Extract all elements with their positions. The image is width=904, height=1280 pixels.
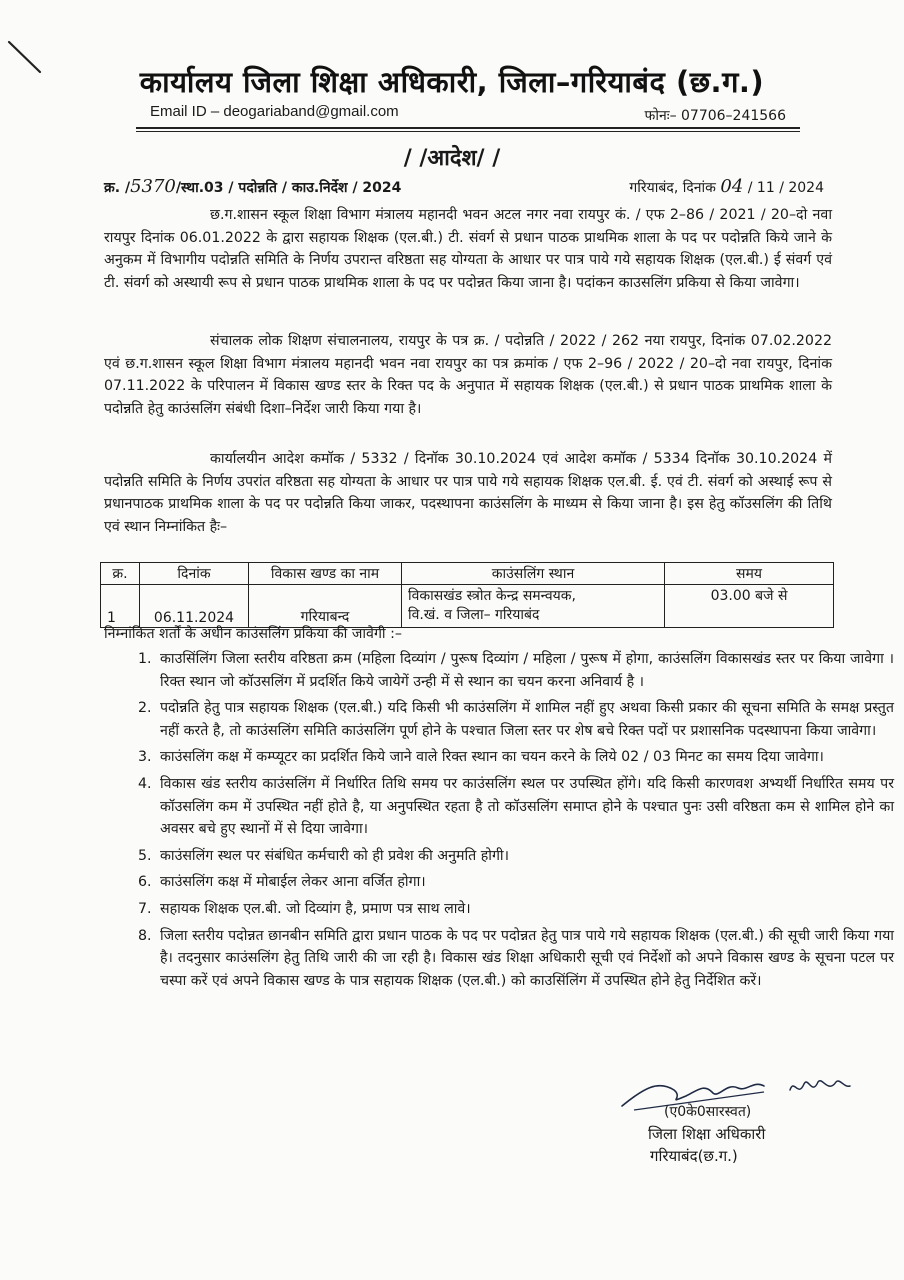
ref-number-handwritten: 5370: [130, 176, 176, 197]
col-header-block: विकास खण्ड का नाम: [249, 563, 402, 585]
header-rule-thin: [136, 131, 800, 132]
order-title: / /आदेश/ /: [403, 146, 501, 171]
venue-line-2: वि.खं. व जिला– गरियाबंद: [408, 607, 540, 623]
table-row: [101, 585, 834, 628]
signatory-designation: जिला शिक्षा अधिकारी: [648, 1125, 766, 1143]
paragraph-2: संचालक लोक शिक्षण संचालनालय, रायपुर के पत्र क्र. / पदोन्नति / 2022 / 262 नया रायपुर, दिनांक 07.02.2022 एवं छ.ग.शासन स्कूल शिक्षा विभाग मंत्रालय महानदी भवन नवा रायपुर का पत्र क्रमांक / एफ 2–96 / 2022 / 20–दो नवा रायपुर, दिनांक 07.11.2022 के परिपालन में विकास खण्ड स्तर के रिक्त पद के अनुपात में सहायक शिक्षक (एल.बी.) से प्रधान पाठक प्राथमिक शाला के पदोन्नति हेतु काउंसलिंग संबंधी दिशा–निर्देश जारी किया गया है।: [104, 333, 832, 417]
office-title: कार्यालय जिला शिक्षा अधिकारी, जिला–गरियाबंद (छ.ग.): [139, 65, 765, 99]
list-item: 3. काउंसलिंग कक्ष में कम्प्यूटर का प्रदर्शित किये जाने वाले रिक्त स्थान का चयन करने के लिये 02 / 03 मिनट का समय दिया जावेगा।: [156, 746, 894, 769]
cell-venue: [402, 585, 665, 628]
signatory-name: (ए0के0सारस्वत): [664, 1104, 752, 1120]
date-prefix: गरियाबंद, दिनांक: [629, 180, 716, 196]
counselling-schedule-table: [100, 562, 834, 628]
paragraph-3: कार्यालयीन आदेश कमॉक / 5332 / दिनॉक 30.10.2024 एवं आदेश कमॉक / 5334 दिनॉक 30.10.2024 में पदोन्नति समिति के निर्णय उपरांत वरिष्ठता सह योग्यता के आधार पर पात्र पाये गये सहायक शिक्षक एल.बी. ई. एवं टी. संवर्ग को अस्थाई रूप से प्रधानपाठक प्राथमिक शाला के पद पर पदोन्नति किया जाकर, पदस्थापना काउंसलिंग के माध्यम से किया जाना है। इस हेतु कॉउसलिंग की तिथि एवं स्थान निम्नांकित हैः–: [104, 451, 832, 535]
list-item: 4. विकास खंड स्तरीय काउंसलिंग में निर्धारित तिथि समय पर काउंसलिंग स्थल पर उपस्थित होंगे। यदि किसी कारणवश अभ्यर्थी निर्धारित समय पर कॉउसलिंग कम में उपस्थित नहीं होते है, या अनुपस्थित रहता है तो कॉउसलिंग समाप्त होने के पश्चात पुनः उसी वरिष्ठता कम से शामिल होने का अवसर बचे हुए स्थानों में से दिया जावेगा।: [156, 773, 894, 841]
office-phone: फोनः– 07706–241566: [644, 108, 786, 124]
ref-suffix: /स्था.03 / पदोन्नति / काउ.निर्देश / 2024: [175, 180, 402, 196]
date-day-handwritten: 04: [720, 176, 744, 197]
list-item: 7. सहायक शिक्षक एल.बी. जो दिव्यांग है, प्रमाण पत्र साथ लावे।: [156, 898, 894, 921]
cell-sno: 1: [101, 585, 140, 628]
order-date: [629, 176, 824, 197]
date-suffix: / 11 / 2024: [747, 180, 824, 196]
office-email: Email ID – deogariaband@gmail.com: [150, 103, 399, 120]
cell-block: गरियाबन्द: [249, 585, 402, 628]
conditions-intro: निम्नांकित शर्तो के अधीन काउंसलिंग प्रकिया की जावेगी :–: [104, 626, 402, 642]
col-header-venue: काउंसलिंग स्थान: [402, 563, 665, 585]
list-item: 1. काउसिंलिंग जिला स्तरीय वरिष्ठता क्रम (महिला दिव्यांग / पुरूष दिव्यांग / महिला / पुरूष में होगा, काउंसलिंग विकासखंड स्तर पर किया जावेगा । रिक्त स्थान जो कॉउसलिंग में प्रदर्शित किये जायेगें उन्ही में से स्थान का चयन करना अनिवार्य है ।: [156, 648, 894, 693]
ref-prefix: क्र. /: [104, 180, 131, 196]
list-item: 2. पदोन्नति हेतु पात्र सहायक शिक्षक (एल.बी.) यदि किसी भी काउंसलिंग में शामिल नहीं हुए अथवा किसी प्रकार की सूचना समिति के समक्ष प्रस्तुत नहीं करते है, तो काउंसलिंग समिति काउंसलिंग पूर्ण होने के पश्चात जिला स्तर पर शेष बचे रिक्त पदों पर प्रशासनिक पदस्थापना किया जावेगा।: [156, 697, 894, 742]
col-header-time: समय: [665, 563, 834, 585]
list-item: 5. काउंसलिंग स्थल पर संबंधित कर्मचारी को ही प्रवेश की अनुमति होगी।: [156, 845, 894, 868]
cell-time: 03.00 बजे से: [665, 585, 834, 628]
paragraph-1: छ.ग.शासन स्कूल शिक्षा विभाग मंत्रालय महानदी भवन अटल नगर नवा रायपुर कं. / एफ 2–86 / 2021 / 20–दो नवा रायपुर दिनांक 06.01.2022 के द्वारा सहायक शिक्षक (एल.बी.) टी. संवर्ग से प्रधान पाठक प्राथमिक शाला के पद पर पदोन्नति किये जाने के अनुकम में विभागीय पदोन्नति समिति के निर्णय उपरान्त वरिष्ठता सह योग्यता के आधार पर पात्र पाये गये सहायक शिक्षक (एल.बी.) ई संवर्ग एवं टी. संवर्ग को अस्थायी रूप से प्रधान पाठक प्राथमिक शाला के पद पर पदोन्नत किया जाना है। पदांकन काउसलिंग प्रकिया से किया जावेगा।: [104, 207, 832, 291]
list-item: 6. काउंसलिंग कक्ष में मोबाईल लेकर आना वर्जित होगा।: [156, 871, 894, 894]
cell-date: 06.11.2024: [140, 585, 249, 628]
venue-line-1: विकासखंड स्त्रोत केन्द्र समन्वयक,: [408, 588, 576, 604]
col-header-date: दिनांक: [140, 563, 249, 585]
reference-number: [104, 176, 401, 197]
conditions-list: [100, 648, 894, 996]
col-header-sno: क्र.: [101, 563, 140, 585]
table-header-row: [101, 563, 834, 585]
list-item: 8. जिला स्तरीय पदोन्नत छानबीन समिति द्वारा प्रधान पाठक के पद पर पदोन्नत हेतु पात्र पाये गये सहायक शिक्षक (एल.बी.) की सूची जारी किया गया है। तदनुसार काउंसलिंग हेतु तिथि जारी की जा रही है। विकास खंड शिक्षा अधिकारी सूची एवं निर्देशों को अपने विकास खण्ड के सूचना पटल पर चस्पा करें एवं अपने विकास खण्ड के पात्र सहायक शिक्षक (एल.बी.) को काउसिंलिंग में उपस्थित होने हेतु निर्देशित करें।: [156, 925, 894, 993]
header-rule: [136, 127, 800, 129]
signatory-place: गरियाबंद(छ.ग.): [650, 1147, 738, 1165]
